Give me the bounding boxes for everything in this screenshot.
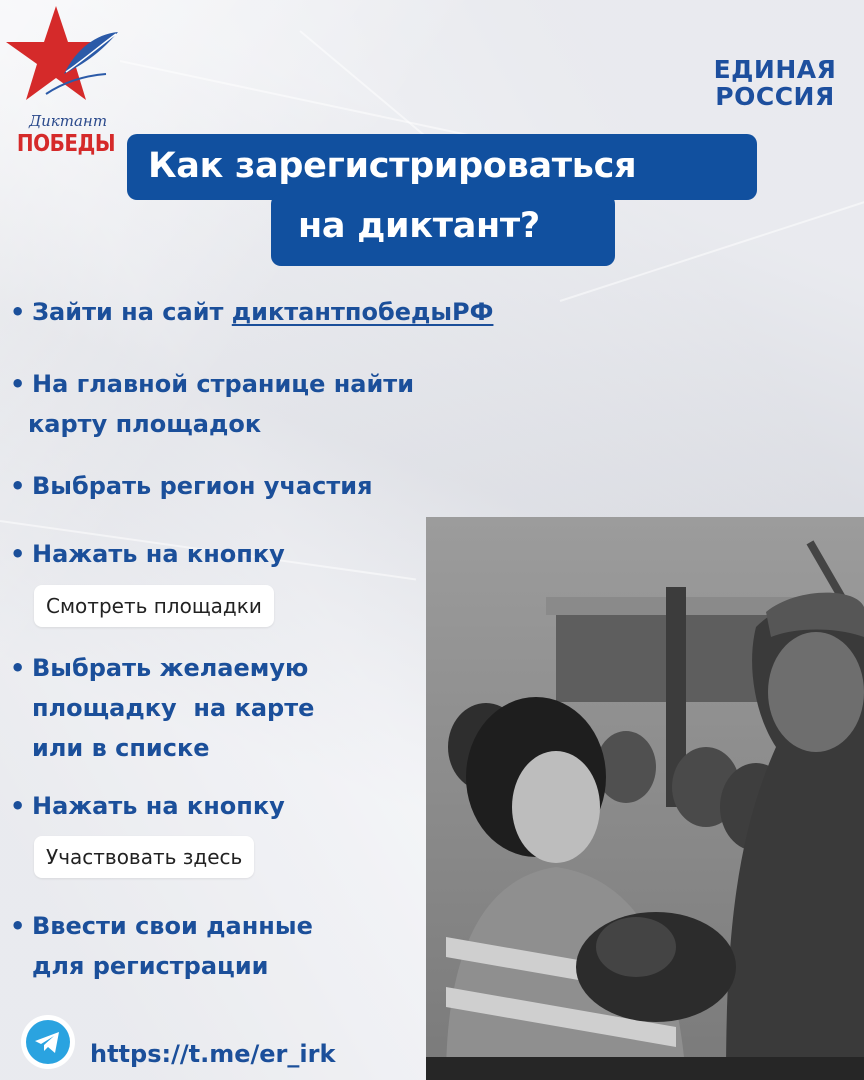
- step-3: [10, 466, 373, 506]
- step-5-line1: Выбрать желаемую: [32, 654, 309, 682]
- title-line2: на диктант?: [298, 206, 540, 246]
- step-6: [10, 786, 285, 826]
- step-7-line1: Ввести свои данные: [32, 912, 313, 940]
- dictation-logo-script: Диктант: [28, 112, 108, 130]
- bullet-dot: •: [10, 654, 26, 682]
- step-5: [10, 648, 314, 768]
- step-7: [10, 906, 313, 986]
- title-line1: Как зарегистрироваться: [148, 146, 637, 186]
- party-logo-line2: РОССИЯ: [715, 82, 835, 111]
- participate-here-button[interactable]: Участвовать здесь: [34, 836, 254, 878]
- bullet-dot: •: [10, 298, 26, 326]
- step-1-text: Зайти на сайт: [32, 298, 232, 326]
- step-7-line2: для регистрации: [32, 952, 269, 980]
- bullet-dot: •: [10, 370, 26, 398]
- photo-illustration: [426, 517, 864, 1080]
- telegram-icon[interactable]: [20, 1014, 76, 1070]
- step-2-line1: На главной странице найти: [32, 370, 415, 398]
- step-5-line3: или в списке: [32, 734, 210, 762]
- step-2-line2: карту площадок: [28, 410, 262, 438]
- party-logo-line1: ЕДИНАЯ: [713, 55, 837, 84]
- dictation-logo-word: ПОБЕДЫ: [16, 129, 116, 157]
- party-logo: [700, 56, 850, 110]
- site-link[interactable]: диктантпобедыРФ: [231, 298, 494, 326]
- historical-photo: [426, 517, 864, 1080]
- bullet-dot: •: [10, 540, 26, 568]
- step-4: [10, 534, 285, 574]
- step-2: [10, 364, 414, 444]
- dictation-logo: [6, 4, 126, 164]
- telegram-link[interactable]: https://t.me/er_irk: [90, 1040, 336, 1068]
- step-1: [10, 292, 493, 332]
- bullet-dot: •: [10, 912, 26, 940]
- view-venues-button[interactable]: Смотреть площадки: [34, 585, 274, 627]
- bullet-dot: •: [10, 472, 26, 500]
- step-6-text: Нажать на кнопку: [32, 792, 285, 820]
- star-feather-icon: [6, 4, 126, 114]
- step-4-text: Нажать на кнопку: [32, 540, 285, 568]
- step-5-line2: площадку на карте: [32, 694, 315, 722]
- step-3-text: Выбрать регион участия: [32, 472, 373, 500]
- bullet-dot: •: [10, 792, 26, 820]
